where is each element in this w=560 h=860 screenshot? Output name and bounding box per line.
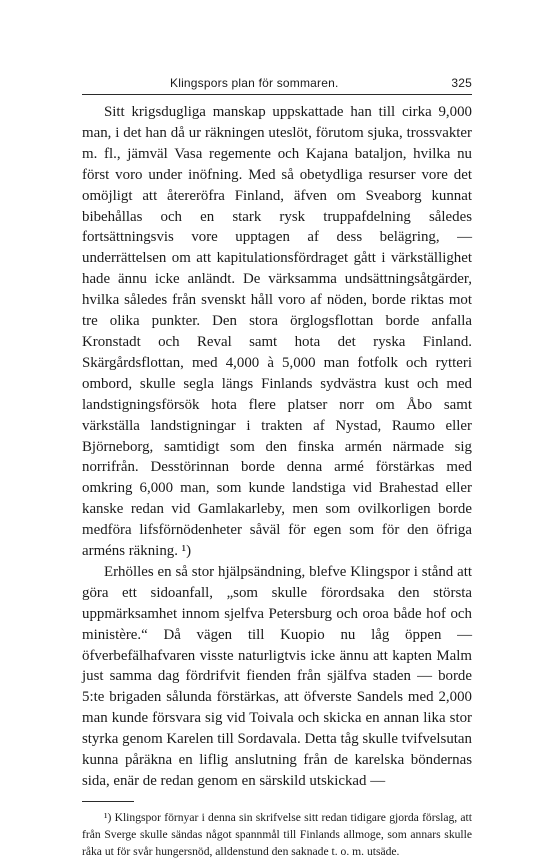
main-text: [82, 102, 472, 792]
footnote-divider: [82, 801, 134, 802]
paragraph: Sitt krigsdugliga manskap uppskattade han till cirka 9,000 man, i det han då ur räkningen uteslöt, förutom sjuka, trossvakter m. fl., jämväl Vasa regemente och Kajana bataljon, hvilka nu först voro under inöfning. Med så obetydliga resurser vore det omöjligt att återeröfra Finland, äfven om Sveaborg kunnat bibehållas och en stark rysk truppafdelning således fortsättningsvis vore upptagen af dess belägring, — underrättelsen om att kapitulationsfördraget gått i värkställighet hade ännu icke anländt. De värksamma undsättningsåtgärder, hvilka således från svenskt håll voro af nöden, borde riktas mot tre olika punkter. Den stora örglogsflottan borde anfalla Kronstadt och Reval samt hota det ryska Finland. Skärgårdsflottan, med 4,000 à 5,000 man fotfolk och rytteri ombord, skulle segla längs Finlands sydvästra kust och med landstigningsförsök hota flere platser norr om Åbo samt värkställa landstigningar i trakten af Nystad, Raumo eller Björneborg, samtidigt som den finska armén närmade sig norrifrån. Desstörinnan borde denna armé förstärkas med omkring 6,000 man, som kunde landstiga vid Brahestad eller kanske redan vid Gamlakarleby, men som ovilkorligen borde medföra lifsförnödenheter såväl för egen som för den öfriga arméns räkning. ¹): [82, 104, 472, 560]
running-title: Klingspors plan för sommaren.: [170, 76, 339, 90]
paragraph: Erhölles en så stor hjälpsändning, blefve Klingspor i stånd att göra ett sidoanfall, „som skulle förordsaka den största uppmärksamhet innom sjelfva Petersburg och oroa både hof och ministère.“ Då vägen till Kuopio nu låg öppen — öfverbefälhafvaren visste naturligtvis icke ännu att kapten Malm just samma dag fördrifvit fienden från själfva staden — borde 5:te brigaden sålunda förstärkas, att öfverste Sandels med 2,000 man kunde försvara sig vid Toivala och skicka en annan lika stor styrka genom Karelen till Sordavala. Detta tåg skulle tvifvelsutan kunna påräkna en liflig anslutning från de karelska böndernas sida, enär de redan genom en särskild utskickad —: [82, 563, 472, 789]
footnote: ¹) Klingspor förnyar i denna sin skrifvelse sitt redan tidigare gjorda förslag, att från Sverge skulle sändas något spannmål till Finlands allmoge, som annars skulle råka ut för svår hungersnöd, alldenstund den saknade t. o. m. utsäde.: [82, 810, 472, 858]
running-header: [82, 70, 472, 94]
header-rule: [82, 94, 472, 95]
page-number: 325: [451, 76, 472, 90]
book-page: [82, 70, 472, 860]
